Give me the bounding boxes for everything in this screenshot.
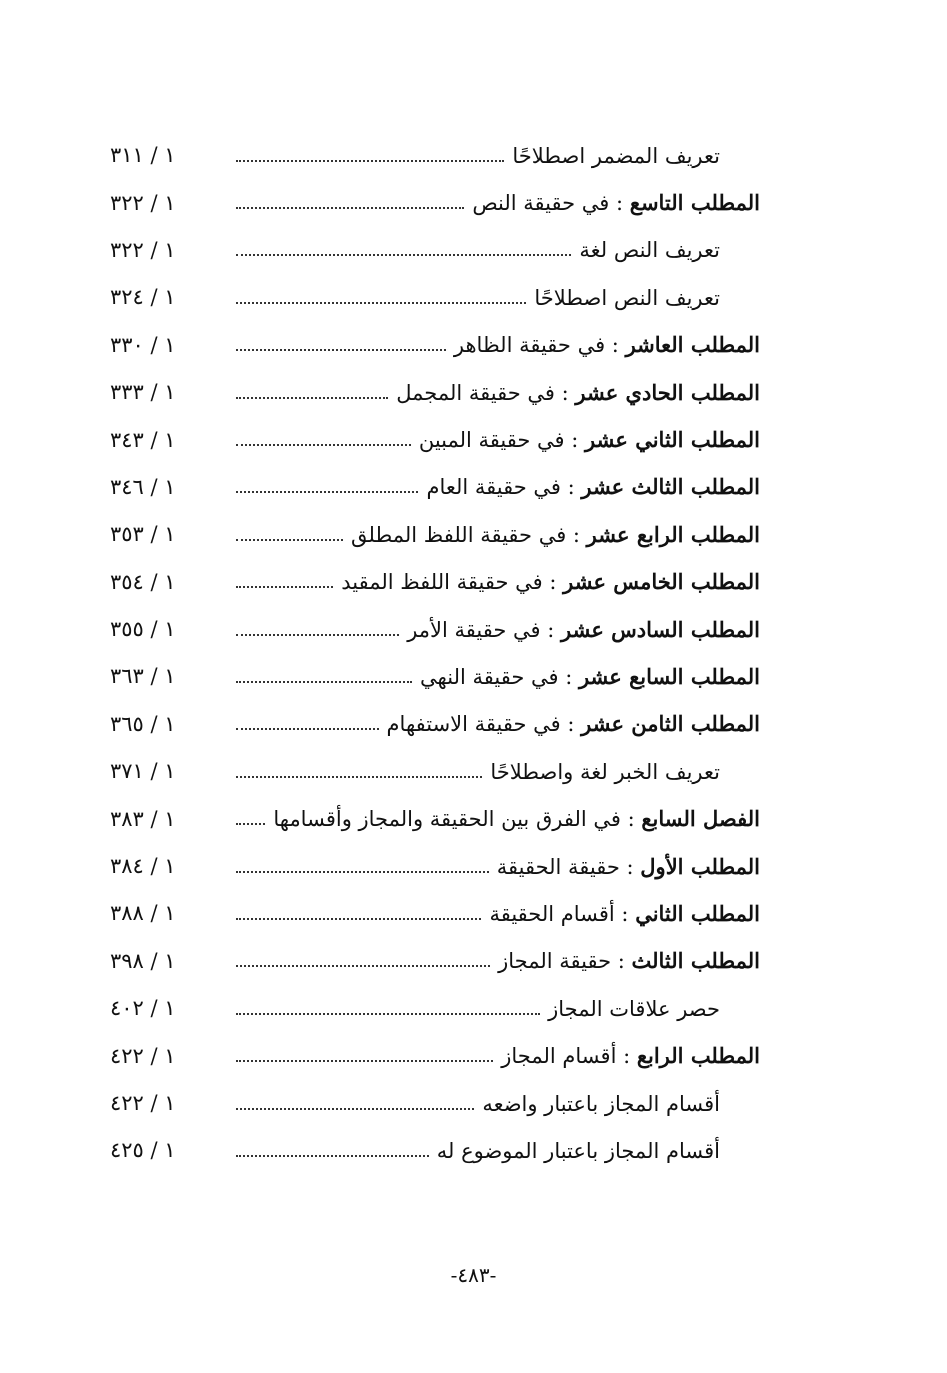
- toc-entry-heading: المطلب الثامن عشر: [581, 711, 760, 737]
- toc-entry-heading: المطلب التاسع: [629, 190, 760, 216]
- page-number: -٤٨٣-: [450, 1263, 497, 1287]
- dot-leader: [236, 444, 411, 446]
- dot-leader: [236, 871, 489, 873]
- toc-entry: [110, 938, 760, 985]
- dot-leader: [236, 491, 418, 493]
- toc-entry-text: : في الفرق بين الحقيقة والمجاز وأقسامها: [273, 807, 642, 832]
- toc-entry-title: [271, 808, 760, 830]
- toc-entry-text: تعريف الخبر لغة واصطلاحًا: [490, 759, 720, 784]
- toc-entry-heading: الفصل السابع: [641, 806, 760, 832]
- toc-entry: [110, 227, 760, 274]
- dot-leader: [236, 965, 490, 967]
- toc-entry-title: [495, 853, 760, 879]
- dot-leader: [236, 302, 526, 304]
- toc-entry-text: : في حقيقة العام: [426, 475, 582, 500]
- toc-entry-text: حصر علاقات المجاز: [548, 996, 720, 1021]
- toc-entry-text: : حقيقة الحقيقة: [496, 854, 641, 879]
- toc-page-reference: ١ / ٣٤٦: [110, 474, 176, 499]
- toc-entry-title: [417, 429, 760, 451]
- toc-entry-text: : أقسام الحقيقة: [489, 901, 636, 926]
- dot-leader: [236, 634, 399, 636]
- toc-entry-heading: المطلب الحادي عشر: [575, 379, 760, 405]
- toc-page-reference: ١ / ٣٢٢: [110, 237, 176, 262]
- toc-entry-heading: المطلب السابع عشر: [578, 663, 760, 689]
- toc-page-reference: ١ / ٣٥٥: [110, 617, 176, 642]
- toc-entry: [110, 701, 760, 748]
- toc-entry-heading: المطلب الثالث عشر: [581, 474, 760, 500]
- dot-leader: [236, 254, 571, 256]
- toc-entry: [110, 511, 760, 558]
- toc-page-reference: ١ / ٣٥٤: [110, 569, 176, 594]
- dot-leader: [236, 1013, 540, 1015]
- toc-page-reference: ١ / ٣٣٣: [110, 380, 176, 405]
- toc-entry-title: [435, 1140, 720, 1162]
- toc-entry-title: [424, 476, 760, 498]
- toc-entry: [110, 890, 760, 937]
- toc-entry-heading: المطلب الرابع عشر: [586, 521, 760, 547]
- dot-leader: [236, 586, 333, 588]
- toc-entry-title: [418, 663, 760, 689]
- toc-entry-text: : في حقيقة اللفظ المقيد: [341, 570, 564, 595]
- toc-entry: [110, 606, 760, 653]
- toc-entry-text: : في حقيقة الاستفهام: [386, 712, 582, 737]
- toc-entry-heading: المطلب العاشر: [625, 332, 760, 358]
- toc-entry-heading: المطلب الثاني عشر: [585, 427, 760, 453]
- toc-entry-title: [577, 239, 720, 261]
- toc-page-reference: ١ / ٣٣٠: [110, 332, 176, 357]
- toc-entry-text: : في حقيقة اللفظ المطلق: [351, 522, 587, 547]
- toc-page-reference: ١ / ٤٠٢: [110, 996, 176, 1021]
- toc-entry-text: : في حقيقة المبين: [418, 428, 586, 453]
- toc-page-reference: ١ / ٤٢٥: [110, 1138, 176, 1163]
- toc-entry-text: أقسام المجاز باعتبار الموضوع له: [436, 1138, 720, 1163]
- toc-entry: [110, 416, 760, 463]
- dot-leader: [236, 1108, 474, 1110]
- toc-entry: [110, 1080, 760, 1127]
- dot-leader: [236, 1060, 493, 1062]
- toc-page-reference: ١ / ٣٤٣: [110, 427, 176, 452]
- toc-entry-title: [394, 379, 760, 405]
- toc-entry-title: [385, 713, 760, 735]
- toc-entry-text: : أقسام المجاز: [501, 1044, 637, 1069]
- toc-page-reference: ١ / ٣٦٣: [110, 664, 176, 689]
- toc-page-reference: ١ / ٣٧١: [110, 759, 176, 784]
- toc-entry-heading: المطلب الرابع: [636, 1043, 760, 1069]
- toc-entry-text: : في حقيقة الظاهر: [453, 333, 626, 358]
- toc-entry-title: [470, 192, 760, 214]
- toc-entry: [110, 748, 760, 795]
- toc-entry-text: : في حقيقة الأمر: [407, 617, 561, 642]
- dot-leader: [236, 349, 446, 351]
- toc-entry-title: [532, 287, 720, 309]
- dot-leader: [236, 207, 464, 209]
- dot-leader: [236, 728, 379, 730]
- toc-page-reference: ١ / ٣٢٤: [110, 285, 176, 310]
- toc-entry-text: تعريف النص لغة: [579, 238, 720, 263]
- toc-entry-text: : في حقيقة المجمل: [396, 380, 576, 405]
- table-of-contents: [110, 132, 760, 1175]
- toc-entry-heading: المطلب الثالث: [631, 948, 760, 974]
- toc-entry: [110, 274, 760, 321]
- dot-leader: [236, 160, 504, 162]
- toc-entry: [110, 843, 760, 890]
- dot-leader: [236, 776, 482, 778]
- toc-page-reference: ١ / ٣٩٨: [110, 948, 176, 973]
- toc-entry: [110, 1032, 760, 1079]
- toc-entry: [110, 653, 760, 700]
- toc-entry-heading: المطلب السادس عشر: [561, 616, 760, 642]
- toc-entry-heading: المطلب الأول: [640, 853, 760, 879]
- toc-entry: [110, 795, 760, 842]
- toc-page-reference: ١ / ٤٢٢: [110, 1091, 176, 1115]
- toc-page-reference: ١ / ٣٦٥: [110, 711, 176, 736]
- toc-entry-title: [349, 521, 760, 547]
- dot-leader: [236, 681, 412, 683]
- dot-leader: [236, 539, 343, 541]
- toc-entry: [110, 1127, 760, 1174]
- toc-entry-title: [487, 900, 760, 926]
- toc-page-reference: ١ / ٤٢٢: [110, 1043, 176, 1068]
- toc-entry-title: [339, 571, 760, 593]
- toc-page-reference: ١ / ٣٨٤: [110, 854, 176, 879]
- toc-page-reference: ١ / ٣٨٣: [110, 806, 176, 831]
- dot-leader: [236, 1155, 429, 1157]
- toc-entry-text: : حقيقة المجاز: [498, 949, 632, 974]
- toc-entry-text: : في حقيقة النهي: [420, 664, 579, 689]
- toc-entry-title: [499, 1045, 760, 1067]
- toc-entry-text: : في حقيقة النص: [472, 191, 630, 216]
- toc-entry-title: [405, 616, 760, 642]
- toc-entry-title: [496, 950, 760, 972]
- toc-entry-heading: المطلب الثاني: [635, 900, 760, 926]
- toc-entry: [110, 559, 760, 606]
- toc-page-reference: ١ / ٣٢٢: [110, 190, 176, 215]
- toc-entry-title: [510, 145, 720, 167]
- toc-page-reference: ١ / ٣١١: [110, 143, 176, 168]
- dot-leader: [236, 823, 265, 825]
- toc-entry-text: تعريف النص اصطلاحًا: [534, 285, 720, 310]
- toc-entry: [110, 179, 760, 226]
- toc-entry-title: [452, 334, 760, 356]
- toc-entry: [110, 322, 760, 369]
- toc-entry: [110, 985, 760, 1032]
- toc-page-reference: ١ / ٣٥٣: [110, 522, 176, 547]
- toc-entry-text: أقسام المجاز باعتبار واضعه: [482, 1091, 720, 1116]
- dot-leader: [236, 397, 388, 399]
- toc-entry-title: [546, 998, 720, 1020]
- toc-entry-text: تعريف المضمر اصطلاحًا: [512, 143, 720, 168]
- toc-entry-title: [480, 1093, 720, 1115]
- toc-entry-heading: المطلب الخامس عشر: [563, 569, 760, 595]
- toc-entry: [110, 464, 760, 511]
- toc-entry-title: [488, 761, 720, 783]
- dot-leader: [236, 918, 481, 920]
- toc-page-reference: ١ / ٣٨٨: [110, 901, 176, 926]
- toc-entry: [110, 369, 760, 416]
- toc-entry: [110, 132, 760, 179]
